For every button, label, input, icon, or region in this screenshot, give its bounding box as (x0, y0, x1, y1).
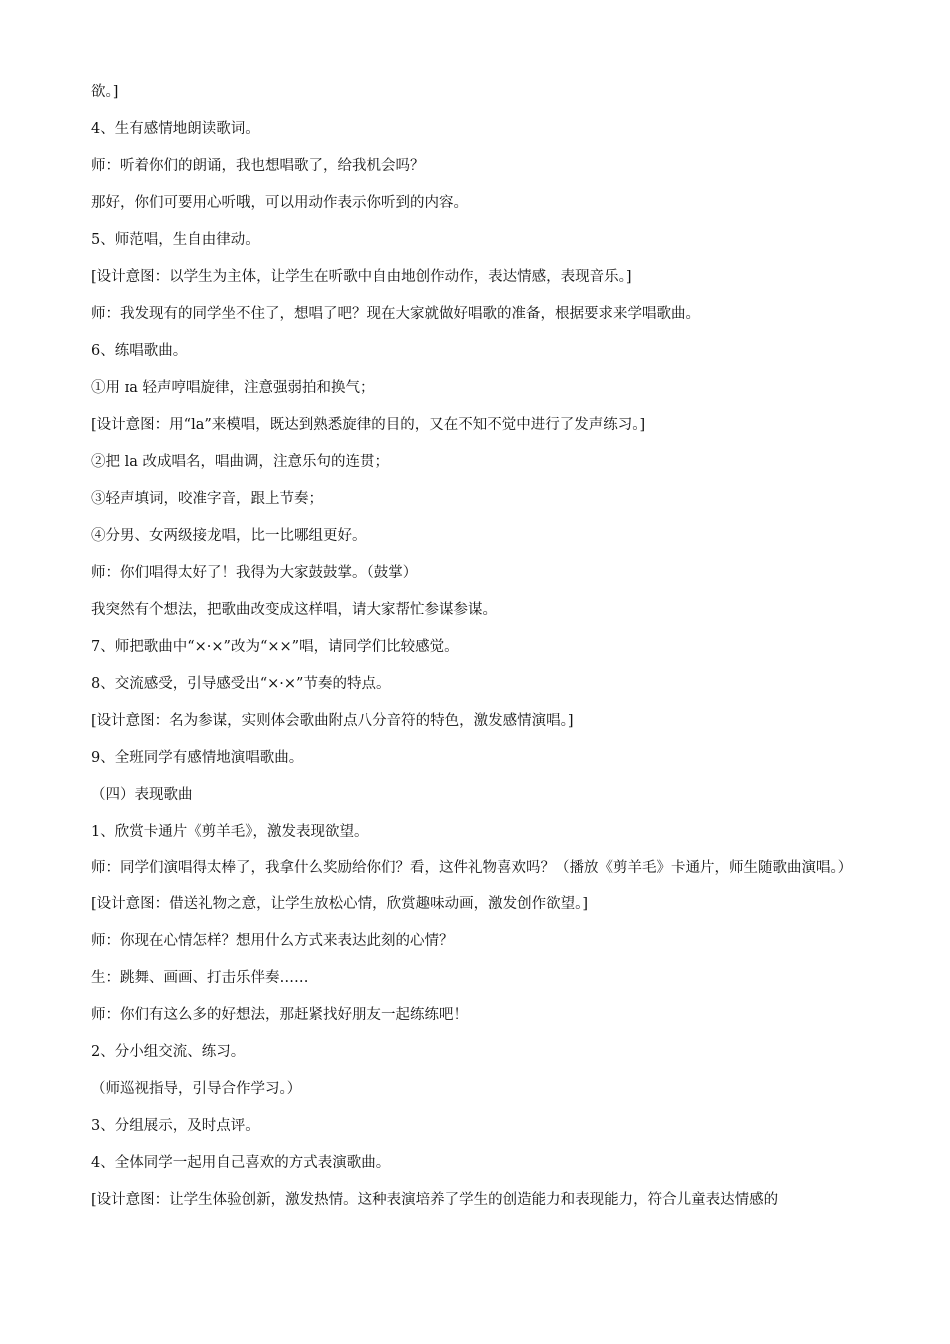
paragraph: [设计意图：用“la”来模唱，既达到熟悉旋律的目的，又在不知不觉中进行了发声练习。] (91, 417, 646, 433)
paragraph: [设计意图：以学生为主体，让学生在听歌中自由地创作动作，表达情感，表现音乐。] (91, 269, 632, 285)
paragraph: （师巡视指导，引导合作学习。） (91, 1080, 302, 1097)
paragraph: 7、师把歌曲中“×·×”改为“××”唱，请同学们比较感觉。 (91, 639, 459, 655)
paragraph: [设计意图：名为参谋，实则体会歌曲附点八分音符的特色，激发感情演唱。] (91, 713, 574, 729)
paragraph: 那好，你们可要用心听哦，可以用动作表示你听到的内容。 (91, 195, 468, 211)
paragraph: 9、全班同学有感情地演唱歌曲。 (91, 750, 304, 766)
paragraph: ③轻声填词，咬准字音，跟上节奏； (91, 491, 323, 507)
paragraph: 师：你们有这么多的好想法，那赶紧找好朋友一起练练吧！ (91, 1006, 468, 1023)
paragraph: [设计意图：让学生体验创新，激发热情。这种表演培养了学生的创造能力和表现能力，符合儿童表达情感的 (91, 1191, 779, 1208)
paragraph: 师：你们唱得太好了！我得为大家鼓鼓掌。（鼓掌） (91, 565, 418, 581)
paragraph: 4、全体同学一起用自己喜欢的方式表演歌曲。 (91, 1154, 391, 1171)
paragraph: [设计意图：借送礼物之意，让学生放松心情，欣赏趣味动画，激发创作欲望。] (91, 895, 589, 912)
paragraph: 师：我发现有的同学坐不住了，想唱了吧？现在大家就做好唱歌的准备，根据要求来学唱歌曲。 (91, 306, 700, 322)
paragraph: 5、师范唱，生自由律动。 (91, 232, 260, 248)
paragraph: ④分男、女两级接龙唱，比一比哪组更好。 (91, 528, 367, 544)
section-heading: （四）表现歌曲 (91, 787, 193, 803)
paragraph: 4、生有感情地朗读歌词。 (91, 121, 260, 137)
paragraph: 师：同学们演唱得太棒了，我拿什么奖励给你们？看，这件礼物喜欢吗？（播放《剪羊毛》卡通片，师生随歌曲演唱。） (91, 860, 853, 876)
paragraph: ①用 ɪa 轻声哼唱旋律，注意强弱拍和换气； (91, 380, 375, 396)
paragraph: 欲。] (91, 84, 119, 100)
paragraph: 我突然有个想法，把歌曲改变成这样唱，请大家帮忙参谋参谋。 (91, 602, 497, 618)
paragraph: 2、分小组交流、练习。 (91, 1043, 246, 1060)
paragraph: 8、交流感受，引导感受出“×·×”节奏的特点。 (91, 676, 391, 692)
paragraph: 师：你现在心情怎样？想用什么方式来表达此刻的心情？ (91, 932, 454, 949)
document-page (91, 82, 861, 1227)
paragraph: 6、练唱歌曲。 (91, 343, 188, 359)
paragraph: ②把 la 改成唱名，唱曲调，注意乐句的连贯； (91, 454, 389, 470)
paragraph: 生：跳舞、画画、打击乐伴奏…… (91, 969, 309, 986)
paragraph: 师：听着你们的朗诵，我也想唱歌了，给我机会吗？ (91, 158, 425, 174)
paragraph: 3、分组展示，及时点评。 (91, 1117, 260, 1134)
paragraph: 1、欣赏卡通片《剪羊毛》，激发表现欲望。 (91, 824, 369, 840)
